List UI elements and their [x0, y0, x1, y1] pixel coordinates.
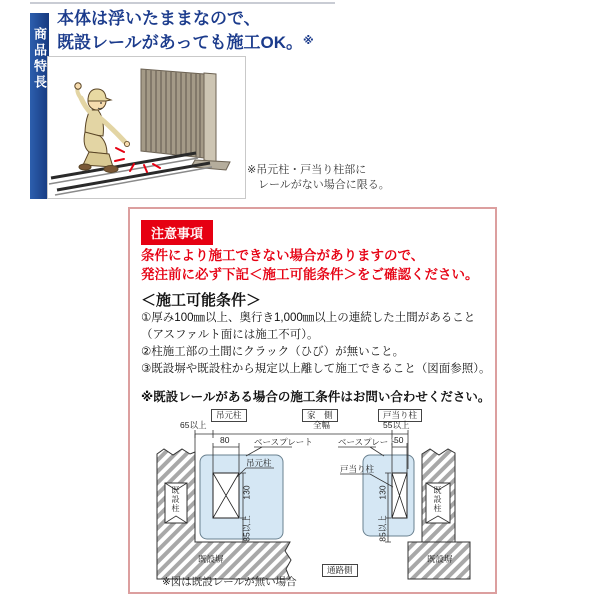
label-existing-pillar-right: 既設柱: [433, 486, 442, 513]
dim-clearance-right: 85以上: [377, 515, 388, 542]
worker-and-floating-gate-illustration: [48, 57, 243, 196]
rail-shadow-2: [55, 167, 212, 195]
section-tab-label: 商品特長: [32, 27, 47, 91]
dim-hinge-width: 80: [220, 435, 230, 445]
caution-badge: 注意事項: [141, 220, 213, 245]
dim-full-width: 全幅: [313, 420, 331, 430]
condition-item-1b: （アスファルト面には施工不可）。: [141, 329, 319, 341]
illustration-note-line1: ※吊元柱・戸当り柱部に: [247, 164, 367, 176]
top-divider: [30, 2, 335, 4]
diagram-label-passage-side: 通路側: [322, 564, 358, 577]
label-baseplate-right: ベースプレート: [338, 437, 397, 447]
dim-post-depth-right: 130: [377, 485, 388, 500]
condition-item-2: ②柱施工部の土間にクラック（ひび）が無いこと。: [141, 346, 405, 358]
installation-plan-diagram: [140, 407, 492, 593]
existing-rail-note: ※既設レールがある場合の施工条件はお問い合わせください。: [141, 390, 491, 404]
diagram-label-hinge-post-top: 吊元柱: [211, 409, 247, 422]
caution-warning: [141, 246, 479, 284]
gate-post: [204, 73, 216, 163]
condition-item-3: ③既設塀や既設柱から規定以上離して施工できること（図面参照）。: [141, 363, 491, 375]
headline-note-mark: ※: [303, 35, 314, 47]
label-existing-pillar-left: 既設柱: [171, 486, 180, 513]
label-baseplate-left: ベースプレート: [254, 437, 313, 447]
dim-left-min: 65以上: [180, 420, 207, 430]
illustration-note: [247, 163, 390, 193]
label-hinge-post: 吊元柱: [246, 458, 272, 468]
diagram-label-house-side: 家 側: [302, 409, 338, 422]
conditions-heading: ＜施工可能条件＞: [141, 292, 262, 309]
label-existing-wall-right: 既設塀: [427, 554, 453, 564]
diagram-label-stop-post-top: 戸当り柱: [378, 409, 422, 422]
worker-illustration-frame: [47, 56, 246, 199]
caution-warning-line2: 発注前に必ず下記＜施工可能条件＞をご確認ください。: [141, 267, 479, 282]
dim-right-min: 55以上: [383, 420, 410, 430]
illustration-note-line2: レールがない場合に限る。: [258, 179, 390, 191]
hinge-post-shape: [213, 473, 239, 518]
feature-headline-line1: 本体は浮いたままなので、: [57, 9, 261, 28]
diagram-note: ※図は既設レールが無い場合: [162, 576, 297, 588]
rail-shadow-1: [49, 158, 198, 184]
feature-headline: [57, 8, 314, 54]
feature-headline-line2: 既設レールがあっても施工OK。※: [57, 33, 314, 52]
label-stop-post: 戸当り柱: [340, 464, 375, 474]
caution-warning-line1: 条件により施工できない場合がありますので、: [141, 248, 425, 263]
stop-post-shape: [392, 473, 407, 518]
dim-clearance-left: 85以上: [241, 515, 252, 542]
dim-post-depth-left: 130: [241, 485, 252, 500]
label-existing-wall-left: 既設塀: [198, 554, 224, 564]
conditions-list: [141, 310, 491, 378]
condition-item-1: ①厚み100㎜以上、奥行き1,000㎜以上の連続した土間があること: [141, 312, 476, 324]
dim-stop-width: 50: [394, 435, 404, 445]
